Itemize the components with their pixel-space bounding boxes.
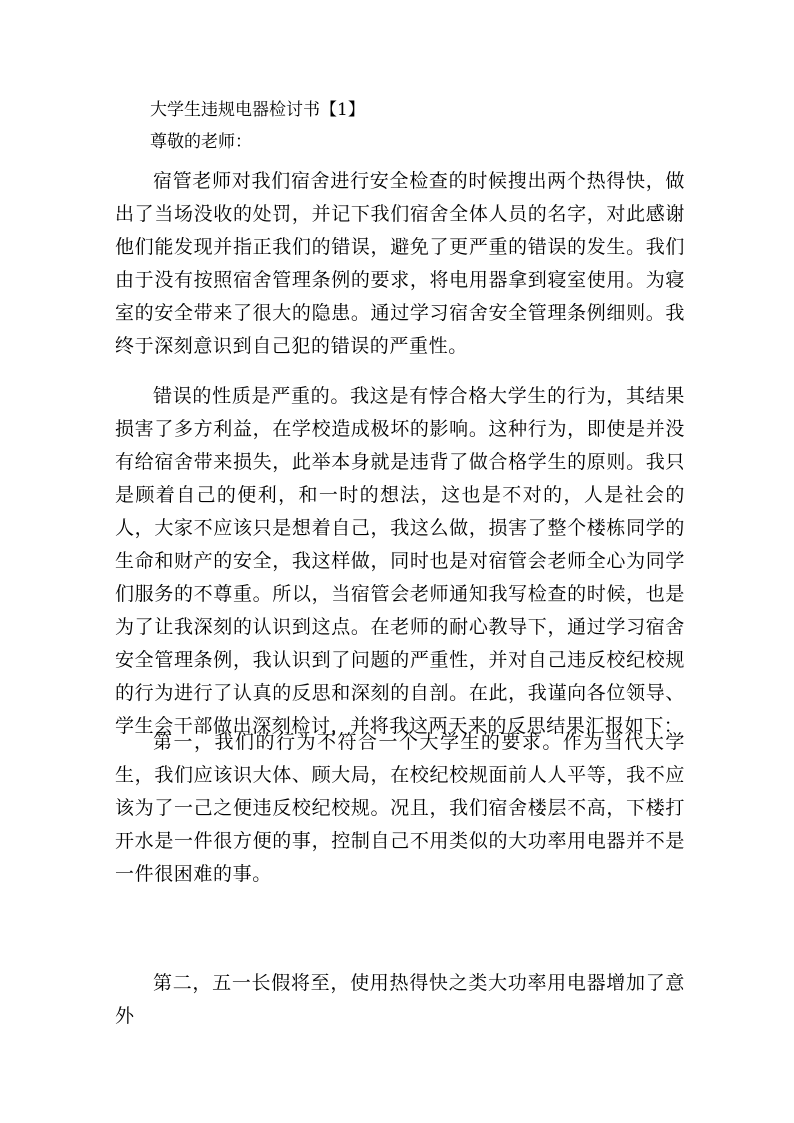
paragraph-4: 第二，五一长假将至，使用热得快之类大功率用电器增加了意外 [115,972,685,1027]
document-title: 大学生违规电器检讨书【1】 [150,100,365,120]
paragraph-3: 第一，我们的行为不符合一个大学生的要求。作为当代大学生，我们应该识大体、顾大局，在校纪校规面前人人平等，我不应该为了一己之便违反校纪校规。况且，我们宿舍楼层不高，下楼打开水是一件很方便的事，控制自己不用类似的大功率用电器并不是一件很困难的事。 [115,731,685,885]
salutation: 尊敬的老师： [150,132,252,152]
paragraph-2: 错误的性质是严重的。我这是有悖合格大学生的行为，其结果损害了多方利益，在学校造成极坏的影响。这种行为，即使是并没有给宿舍带来损失，此举本身就是违背了做合格学生的原则。我只是顾着自己的便利，和一时的想法，这也是不对的，人是社会的人，大家不应该只是想着自己，我这么做，损害了整个楼栋同学的生命和财产的安全，我这样做，同时也是对宿管会老师全心为同学们服务的不尊重。所以，当宿管会老师通知我写检查的时候，也是为了让我深刻的认识到这点。在老师的耐心教导下，通过学习宿舍安全管理条例，我认识到了问题的严重性，并对自己违反校纪校规的行为进行了认真的反思和深刻的自剖。在此，我谨向各位领导、学生会干部做出深刻检讨，并将我这两天来的反思结果汇报如下： [115,385,685,737]
paragraph-1: 宿管老师对我们宿舍进行安全检查的时候搜出两个热得快，做出了当场没收的处罚，并记下我们宿舍全体人员的名字，对此感谢他们能发现并指正我们的错误，避免了更严重的错误的发生。我们由于没有按照宿舍管理条例的要求，将电用器拿到寝室使用。为寝室的安全带来了很大的隐患。通过学习宿舍安全管理条例细则。我终于深刻意识到自己犯的错误的严重性。 [115,170,685,357]
